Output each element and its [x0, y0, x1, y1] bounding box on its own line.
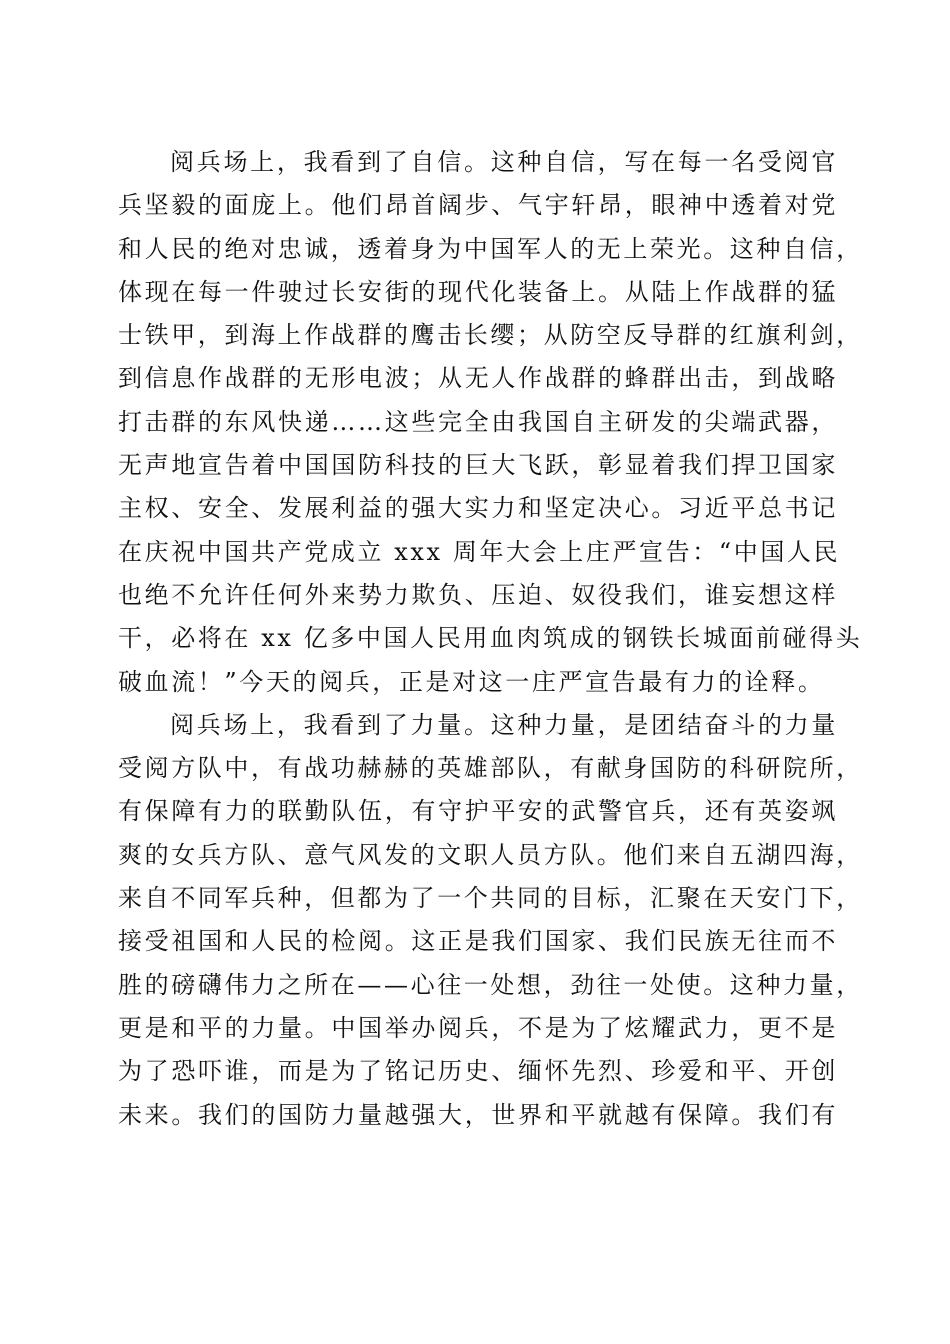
text-line: 士铁甲，到海上作战群的鹰击长缨；从防空反导群的红旗利剑， [118, 321, 863, 350]
text-line: 更是和平的力量。中国举办阅兵，不是为了炫耀武力，更不是 [118, 1013, 838, 1042]
text-line: 干，必将在 xx 亿多中国人民用血肉筑成的钢铁长城面前碰得头 [118, 624, 863, 653]
text-line: 为了恐吓谁，而是为了铭记历史、缅怀先烈、珍爱和平、开创 [118, 1057, 838, 1086]
text-line: 受阅方队中，有战功赫赫的英雄部队，有献身国防的科研院所， [118, 754, 863, 783]
text-line: 到信息作战群的无形电波；从无人作战群的蜂群出击，到战略 [118, 364, 838, 393]
paragraph-confidence [118, 141, 863, 704]
text-line: 和人民的绝对忠诚，透着身为中国军人的无上荣光。这种自信， [118, 234, 863, 263]
paragraph-strength [118, 704, 863, 1137]
text-line: 阅兵场上，我看到了力量。这种力量，是团结奋斗的力量 [170, 710, 838, 739]
text-line: 阅兵场上，我看到了自信。这种自信，写在每一名受阅官 [170, 148, 838, 176]
text-line: 接受祖国和人民的检阅。这正是我们国家、我们民族无往而不 [118, 927, 838, 956]
text-line: 在庆祝中国共产党成立 xxx 周年大会上庄严宣告：“中国人民 [118, 537, 841, 566]
text-line: 打击群的东风快递……这些完全由我国自主研发的尖端武器， [118, 407, 838, 436]
body-text [118, 141, 863, 1137]
text-line: 破血流！”今天的阅兵，正是对这一庄严宣告最有力的诠释。 [118, 667, 825, 696]
text-line: 兵坚毅的面庞上。他们昂首阔步、气宇轩昂，眼神中透着对党 [118, 191, 838, 220]
text-line: 主权、安全、发展利益的强大实力和坚定决心。习近平总书记 [118, 494, 838, 523]
text-line: 胜的磅礴伟力之所在——心往一处想，劲往一处使。这种力量， [118, 970, 863, 999]
text-line: 来自不同军兵种，但都为了一个共同的目标，汇聚在天安门下， [118, 884, 863, 913]
text-line: 爽的女兵方队、意气风发的文职人员方队。他们来自五湖四海， [118, 840, 863, 869]
text-line: 有保障有力的联勤队伍，有守护平安的武警官兵，还有英姿飒 [118, 797, 838, 826]
text-line: 体现在每一件驶过长安街的现代化装备上。从陆上作战群的猛 [118, 277, 838, 306]
text-line: 也绝不允许任何外来势力欺负、压迫、奴役我们，谁妄想这样 [118, 580, 838, 609]
text-line: 无声地宣告着中国国防科技的巨大飞跃，彰显着我们捍卫国家 [118, 451, 838, 480]
text-line: 未来。我们的国防力量越强大，世界和平就越有保障。我们有 [118, 1100, 838, 1129]
